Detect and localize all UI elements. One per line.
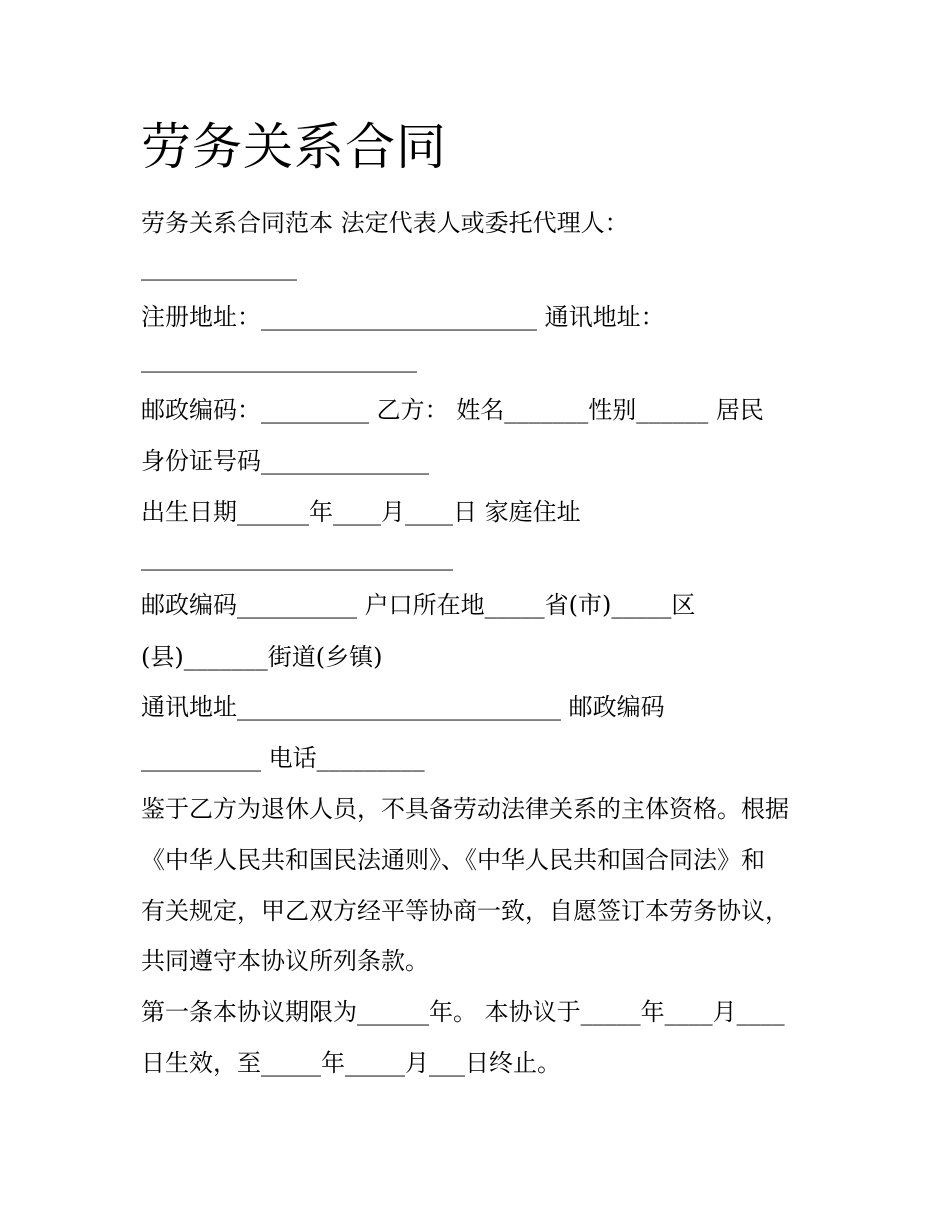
text-line: 出生日期______年____月____日 家庭住址 bbox=[141, 498, 581, 526]
text-line: 第一条本协议期限为______年。 本协议于_____年____月____ bbox=[141, 998, 785, 1026]
text-line: 邮政编码__________ 户口所在地_____省(市)_____区 bbox=[141, 591, 696, 619]
text-line: 注册地址：_______________________ 通讯地址： bbox=[141, 303, 665, 331]
text-line: 劳务关系合同范本 法定代表人或委托代理人： bbox=[141, 209, 629, 237]
text-line: 共同遵守本协议所列条款。 bbox=[141, 947, 429, 975]
text-line: _____________ bbox=[141, 253, 297, 281]
text-line: __________________________ bbox=[141, 543, 453, 571]
text-line: 邮政编码：_________ 乙方： 姓名_______性别______ 居民 bbox=[141, 396, 764, 424]
text-line: 通讯地址___________________________ 邮政编码 bbox=[141, 693, 665, 721]
text-line: 《中华人民共和国民法通则》、《中华人民共和国合同法》和 bbox=[141, 846, 765, 874]
text-line: 有关规定，甲乙双方经平等协商一致，自愿签订本劳务协议， bbox=[141, 897, 789, 925]
text-line: 日生效，至_____年_____月___日终止。 bbox=[141, 1049, 561, 1077]
text-line: _______________________ bbox=[141, 345, 417, 373]
document-title: 劳务关系合同 bbox=[141, 118, 447, 176]
text-line: 身份证号码______________ bbox=[141, 447, 429, 475]
text-line: __________ 电话_________ bbox=[141, 744, 425, 772]
text-line: (县)_______街道(乡镇) bbox=[141, 643, 383, 671]
text-line: 鉴于乙方为退休人员，不具备劳动法律关系的主体资格。根据 bbox=[141, 795, 789, 823]
